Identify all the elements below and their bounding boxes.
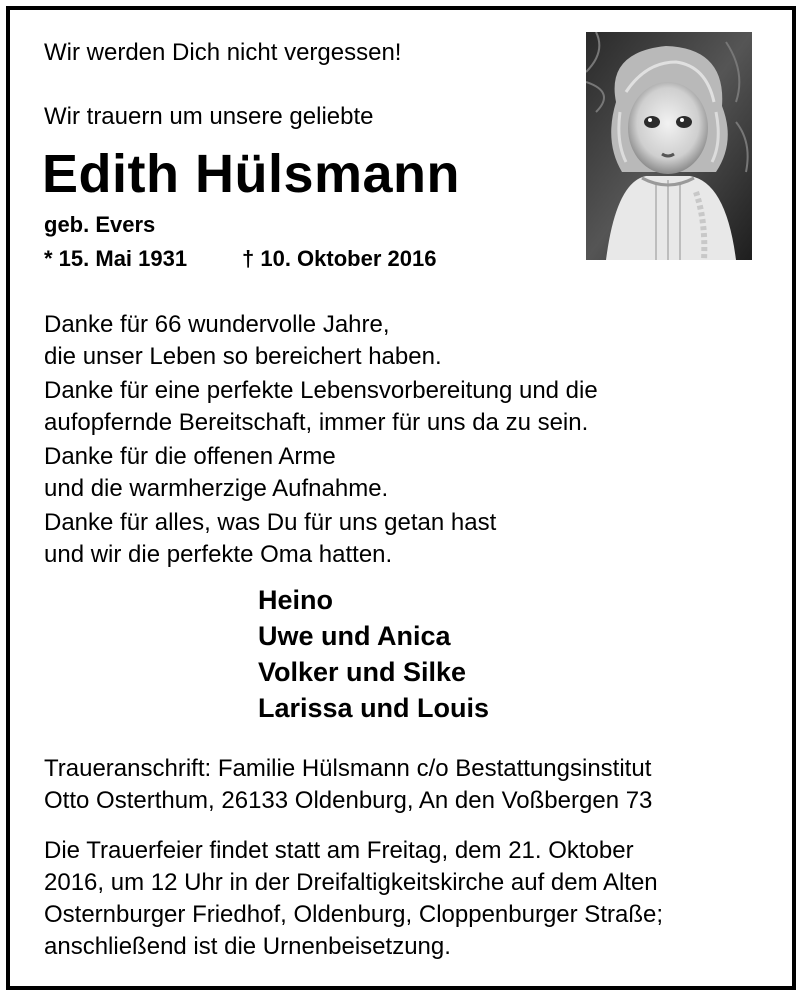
ceremony-line-1: Die Trauerfeier findet statt am Freitag, dem 21. Oktober bbox=[44, 837, 634, 864]
ceremony-line-3: Osternburger Friedhof, Oldenburg, Cloppenburger Straße; bbox=[44, 901, 663, 928]
thanks-line-3: Danke für eine perfekte Lebensvorbereitung und die bbox=[44, 377, 598, 404]
birth-name: geb. Evers bbox=[44, 212, 156, 237]
address-line-2: Otto Osterthum, 26133 Oldenburg, An den Voßbergen 73 bbox=[44, 787, 653, 814]
thanks-line-8: und wir die perfekte Oma hatten. bbox=[44, 541, 393, 568]
address-line-1: Traueranschrift: Familie Hülsmann c/o Bestattungsinstitut bbox=[44, 755, 652, 782]
thanks-line-5: Danke für die offenen Arme bbox=[44, 443, 336, 470]
family-larissa-louis: Larissa und Louis bbox=[258, 693, 490, 723]
death-date: † 10. Oktober 2016 bbox=[242, 246, 437, 271]
thanks-line-2: die unser Leben so bereichert haben. bbox=[44, 343, 442, 370]
ceremony-line-4: anschließend ist die Urnenbeisetzung. bbox=[44, 933, 451, 960]
family-volker-silke: Volker und Silke bbox=[258, 657, 467, 687]
thanks-line-1: Danke für 66 wundervolle Jahre, bbox=[44, 311, 390, 338]
header-line-1: Wir werden Dich nicht vergessen! bbox=[44, 39, 402, 66]
doll-image bbox=[586, 32, 752, 260]
family-heino: Heino bbox=[258, 585, 334, 615]
family-uwe-anica: Uwe und Anica bbox=[258, 621, 451, 651]
birth-date: * 15. Mai 1931 bbox=[44, 246, 188, 271]
thanks-line-4: aufopfernde Bereitschaft, immer für uns da zu sein. bbox=[44, 409, 589, 436]
thanks-line-6: und die warmherzige Aufnahme. bbox=[44, 475, 389, 502]
deceased-name: Edith Hülsmann bbox=[42, 144, 461, 204]
doll-photo bbox=[586, 32, 752, 260]
header-line-2: Wir trauern um unsere geliebte bbox=[44, 103, 374, 130]
ceremony-line-2: 2016, um 12 Uhr in der Dreifaltigkeitskirche auf dem Alten bbox=[44, 869, 658, 896]
thanks-line-7: Danke für alles, was Du für uns getan hast bbox=[44, 509, 497, 536]
